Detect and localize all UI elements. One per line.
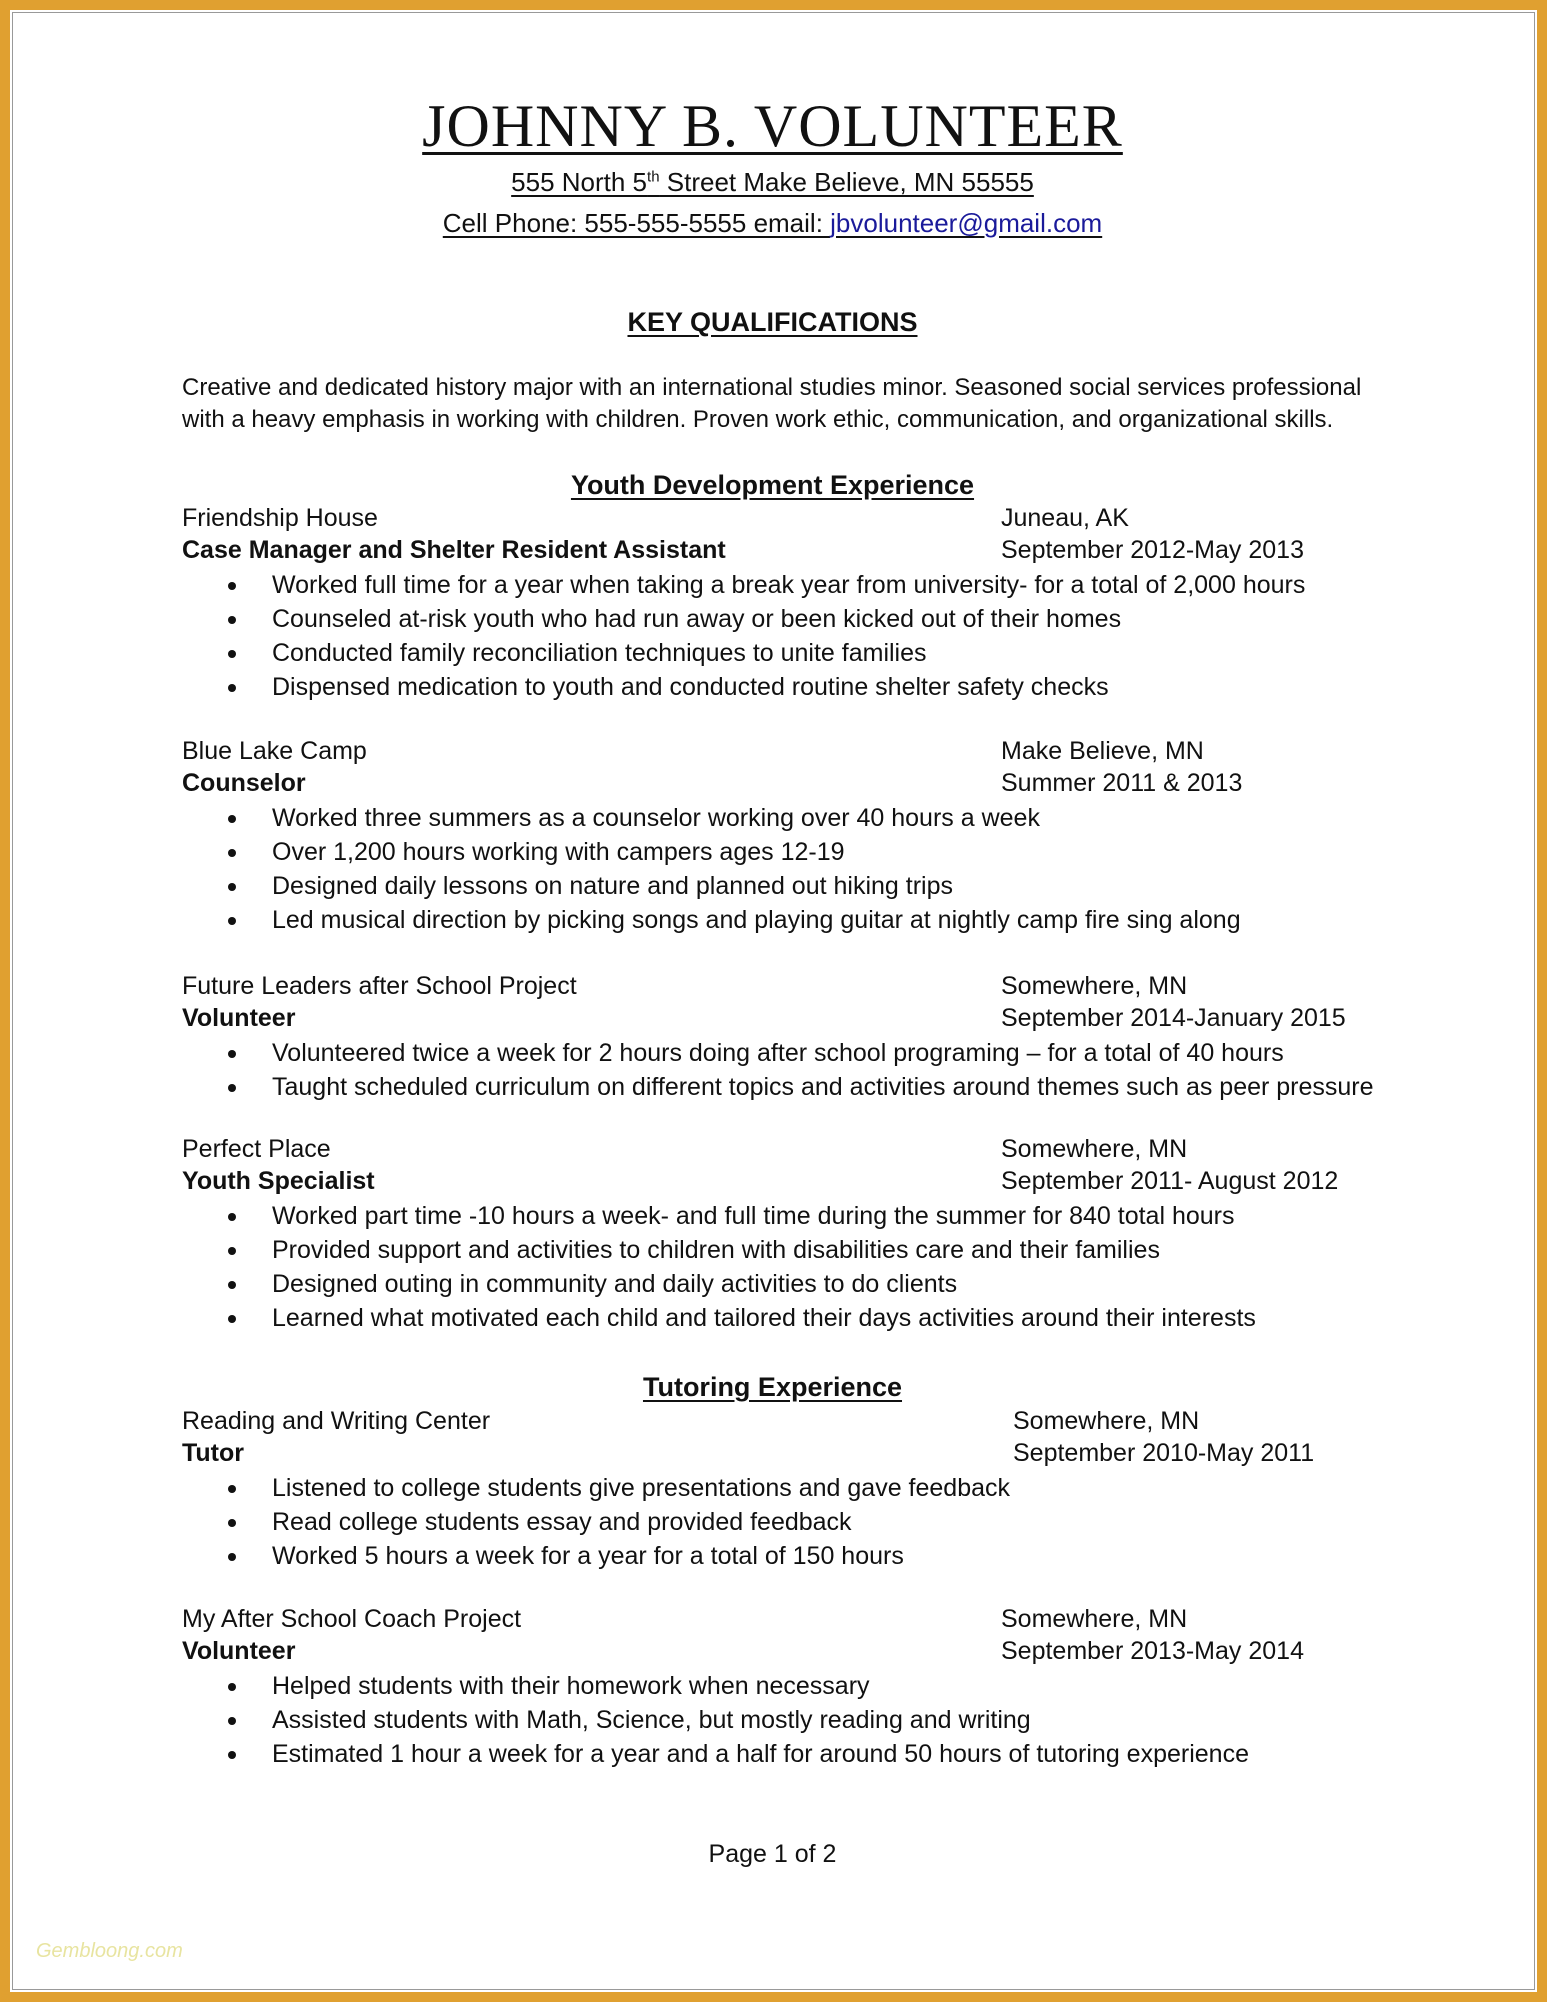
list-item (182, 1301, 1382, 1335)
resume-page (182, 0, 1382, 2002)
bullet-icon (228, 1281, 236, 1289)
job-org-row (182, 1603, 1382, 1635)
job-role: Tutor (182, 1439, 245, 1467)
job-role: Counselor (182, 769, 306, 797)
address-pre: 555 North 5 (511, 167, 648, 197)
job-dates: September 2011- August 2012 (1001, 1167, 1339, 1195)
job-role: Case Manager and Shelter Resident Assistant (182, 536, 726, 564)
bullet-icon (228, 1717, 236, 1725)
bullet-text: Worked three summers as a counselor working over 40 hours a week (272, 804, 1040, 832)
job-role-row (182, 1165, 1382, 1197)
bullet-icon (228, 650, 236, 658)
bullet-icon (228, 1751, 236, 1759)
job-entry (182, 1405, 1382, 1573)
qualifications-title: KEY QUALIFICATIONS (627, 307, 918, 337)
job-org: Perfect Place (182, 1135, 331, 1163)
phone-line: Cell Phone: 555-555-5555 email: (442, 208, 831, 238)
watermark-text: Gembloong.com (36, 1940, 183, 1962)
bullet-icon (228, 1084, 236, 1092)
bullet-text: Conducted family reconciliation techniques to unite families (272, 639, 927, 667)
job-dates: September 2012-May 2013 (1001, 536, 1304, 564)
list-item (182, 1199, 1382, 1233)
bullet-text: Assisted students with Math, Science, but mostly reading and writing (272, 1706, 1031, 1734)
address-line (182, 167, 1363, 198)
job-org-row (182, 970, 1382, 1002)
job-entry (182, 735, 1382, 937)
bullet-text: Counseled at-risk youth who had run away or been kicked out of their homes (272, 605, 1122, 633)
bullet-text: Helped students with their homework when necessary (272, 1672, 870, 1700)
resume-name: JOHNNY B. VOLUNTEER (422, 93, 1123, 159)
list-item (182, 801, 1382, 835)
job-dates: Summer 2011 & 2013 (1001, 769, 1243, 797)
bullet-icon (228, 1213, 236, 1221)
bullet-icon (228, 1315, 236, 1323)
job-org-row (182, 502, 1382, 534)
job-role: Volunteer (182, 1637, 296, 1665)
bullet-text: Learned what motivated each child and tailored their days activities around their interests (272, 1304, 1256, 1332)
bullet-text: Worked 5 hours a week for a year for a total of 150 hours (272, 1542, 904, 1570)
job-entry (182, 1133, 1382, 1335)
list-item (182, 1539, 1382, 1573)
list-item (182, 1070, 1382, 1104)
list-item (182, 636, 1382, 670)
bullet-icon (228, 883, 236, 891)
job-org: Blue Lake Camp (182, 737, 367, 765)
job-bullets (182, 801, 1382, 937)
bullet-icon (228, 815, 236, 823)
list-item (182, 835, 1382, 869)
job-org-row (182, 735, 1382, 767)
job-role-row (182, 1437, 1382, 1469)
bullet-text: Listened to college students give presentations and gave feedback (272, 1474, 1011, 1502)
bullet-icon (228, 917, 236, 925)
list-item (182, 1703, 1382, 1737)
list-item (182, 1737, 1382, 1771)
tutoring-section-title: Tutoring Experience (642, 1372, 903, 1402)
job-role-row (182, 1002, 1382, 1034)
bullet-text: Volunteered twice a week for 2 hours doing after school programing – for a total of 40 hours (272, 1039, 1284, 1067)
job-entry (182, 970, 1382, 1104)
bullet-icon (228, 1683, 236, 1691)
job-entry (182, 502, 1382, 704)
bullet-text: Over 1,200 hours working with campers ages 12-19 (272, 838, 845, 866)
job-role-row (182, 534, 1382, 566)
list-item (182, 1233, 1382, 1267)
qualifications-text: Creative and dedicated history major with an international studies minor. Seasoned social services professional with a heavy emphasis in working with children. Proven work ethic, communication, and organizational skills. (182, 374, 1362, 433)
bullet-text: Worked part time -10 hours a week- and full time during the summer for 840 total hours (272, 1202, 1235, 1230)
phone-email-line (182, 208, 1363, 239)
job-role-row (182, 1635, 1382, 1667)
bullet-text: Estimated 1 hour a week for a year and a half for around 50 hours of tutoring experience (272, 1740, 1249, 1768)
list-item (182, 568, 1382, 602)
address-post: Street Make Believe, MN 55555 (659, 167, 1034, 197)
job-bullets (182, 568, 1382, 704)
job-role-row (182, 767, 1382, 799)
list-item (182, 1669, 1382, 1703)
bullet-text: Designed daily lessons on nature and planned out hiking trips (272, 872, 954, 900)
job-location: Somewhere, MN (1001, 972, 1188, 1000)
job-entry (182, 1603, 1382, 1771)
list-item (182, 1471, 1382, 1505)
bullet-icon (228, 1553, 236, 1561)
bullet-text: Provided support and activities to children with disabilities care and their families (272, 1236, 1160, 1264)
job-bullets (182, 1036, 1382, 1104)
job-role: Volunteer (182, 1004, 296, 1032)
bullet-icon (228, 1485, 236, 1493)
list-item (182, 670, 1382, 704)
list-item (182, 869, 1382, 903)
bullet-icon (228, 1519, 236, 1527)
email-link[interactable]: jbvolunteer@gmail.com (830, 208, 1103, 238)
list-item (182, 1505, 1382, 1539)
list-item (182, 903, 1382, 937)
address-sup: th (647, 168, 660, 186)
bullet-text: Taught scheduled curriculum on different topics and activities around themes such as peer pressure (272, 1073, 1374, 1101)
job-org-row (182, 1133, 1382, 1165)
job-org: Friendship House (182, 504, 378, 532)
job-dates: September 2014-January 2015 (1001, 1004, 1346, 1032)
list-item (182, 1036, 1382, 1070)
job-dates: September 2013-May 2014 (1001, 1637, 1304, 1665)
youth-section-title: Youth Development Experience (570, 470, 975, 500)
job-dates: September 2010-May 2011 (1013, 1439, 1315, 1467)
list-item (182, 1267, 1382, 1301)
job-bullets (182, 1471, 1382, 1573)
bullet-text: Dispensed medication to youth and conducted routine shelter safety checks (272, 673, 1109, 701)
job-location: Juneau, AK (1001, 504, 1129, 532)
bullet-text: Worked full time for a year when taking a break year from university- for a total of 2,000 hours (272, 571, 1306, 599)
bullet-text: Designed outing in community and daily activities to do clients (272, 1270, 958, 1298)
bullet-icon (228, 582, 236, 590)
bullet-icon (228, 616, 236, 624)
job-location: Somewhere, MN (1013, 1407, 1200, 1435)
bullet-icon (228, 684, 236, 692)
job-org: Future Leaders after School Project (182, 972, 577, 1000)
job-role: Youth Specialist (182, 1167, 375, 1195)
list-item (182, 602, 1382, 636)
page-number: Page 1 of 2 (708, 1840, 837, 1868)
bullet-icon (228, 1050, 236, 1058)
job-org: My After School Coach Project (182, 1605, 522, 1633)
bullet-text: Led musical direction by picking songs and playing guitar at nightly camp fire sing along (272, 906, 1241, 934)
job-bullets (182, 1199, 1382, 1335)
bullet-icon (228, 849, 236, 857)
job-location: Somewhere, MN (1001, 1605, 1188, 1633)
bullet-icon (228, 1247, 236, 1255)
job-org: Reading and Writing Center (182, 1407, 491, 1435)
job-org-row (182, 1405, 1382, 1437)
job-location: Make Believe, MN (1001, 737, 1204, 765)
bullet-text: Read college students essay and provided feedback (272, 1508, 852, 1536)
job-location: Somewhere, MN (1001, 1135, 1188, 1163)
job-bullets (182, 1669, 1382, 1771)
